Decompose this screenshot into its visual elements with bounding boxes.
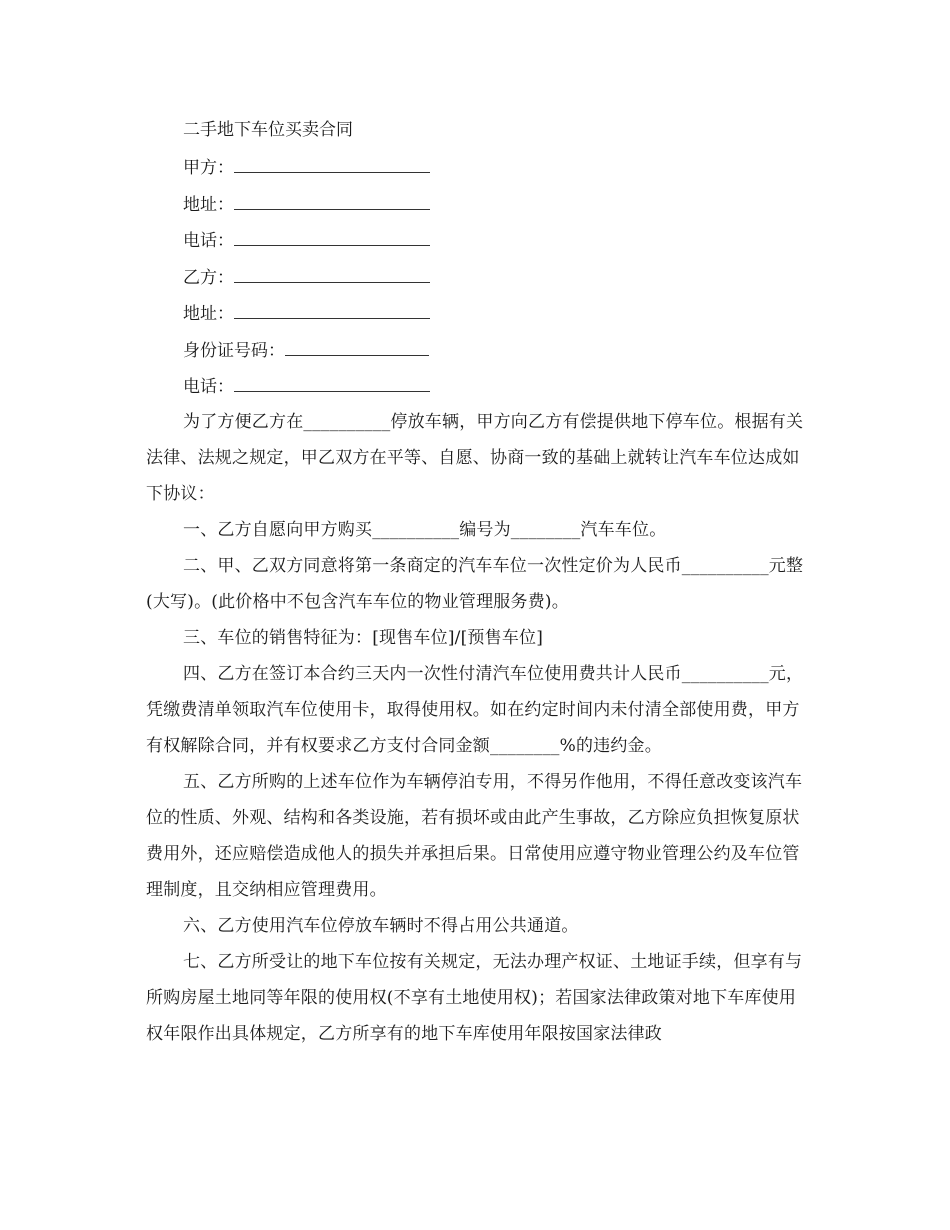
clause-5: 五、乙方所购的上述车位作为车辆停泊专用，不得另作他用，不得任意改变该汽车位的性质、外观、结构和各类设施，若有损坏或由此产生事故，乙方除应负担恢复原状费用外，还应赔偿造成他人的损失并承担后果。日常使用应遵守物业管理公约及车位管理制度，且交纳相应管理费用。 [146,772,803,900]
party-a-address-field [183,191,430,217]
clause-6: 六、乙方使用汽车位停放车辆时不得占用公共通道。 [183,916,579,936]
clause-3: 三、车位的销售特征为：[现售车位]/[预售车位] [183,628,544,648]
field-blank [234,227,430,246]
contract-body [146,404,810,1052]
field-label: 电话： [183,377,234,397]
party-b-phone-field [183,373,430,399]
field-blank [234,154,430,173]
field-blank [234,264,430,283]
clause-7: 七、乙方所受让的地下车位按有关规定，无法办理产权证、土地证手续，但享有与所购房屋土地同等年限的使用权(不享有土地使用权)；若国家法律政策对地下车库使用权年限作出具体规定，乙方所享有的地下车库使用年限按国家法律政 [146,952,803,1044]
clause-2: 二、甲、乙双方同意将第一条商定的汽车车位一次性定价为人民币__________元整(大写)。(此价格中不包含汽车车位的物业管理服务费)。 [146,556,804,612]
clause-1: 一、乙方自愿向甲方购买__________编号为________汽车车位。 [183,520,667,540]
party-b-id-field [183,337,429,363]
field-blank [234,191,430,210]
intro-paragraph: 为了方便乙方在__________停放车辆，甲方向乙方有偿提供地下停车位。根据有关法律、法规之规定，甲乙双方在平等、自愿、协商一致的基础上就转让汽车车位达成如下协议： [146,412,804,504]
field-blank [234,300,430,319]
field-label: 地址： [183,304,234,324]
party-b-address-field [183,300,430,326]
field-label: 地址： [183,195,234,215]
party-a-phone-field [183,227,430,253]
field-label: 身份证号码： [183,341,285,361]
clause-4: 四、乙方在签订本合约三天内一次性付清汽车位使用费共计人民币__________元，凭缴费清单领取汽车位使用卡，取得使用权。如在约定时间内未付清全部使用费，甲方有权解除合同，并有权要求乙方支付合同金额________%的违约金。 [146,664,804,756]
field-blank [285,337,429,356]
party-b-field [183,264,430,290]
document-title: 二手地下车位买卖合同 [183,120,353,140]
field-label: 乙方： [183,268,234,288]
field-blank [234,373,430,392]
field-label: 甲方： [183,158,234,178]
party-a-field [183,154,430,180]
field-label: 电话： [183,231,234,251]
